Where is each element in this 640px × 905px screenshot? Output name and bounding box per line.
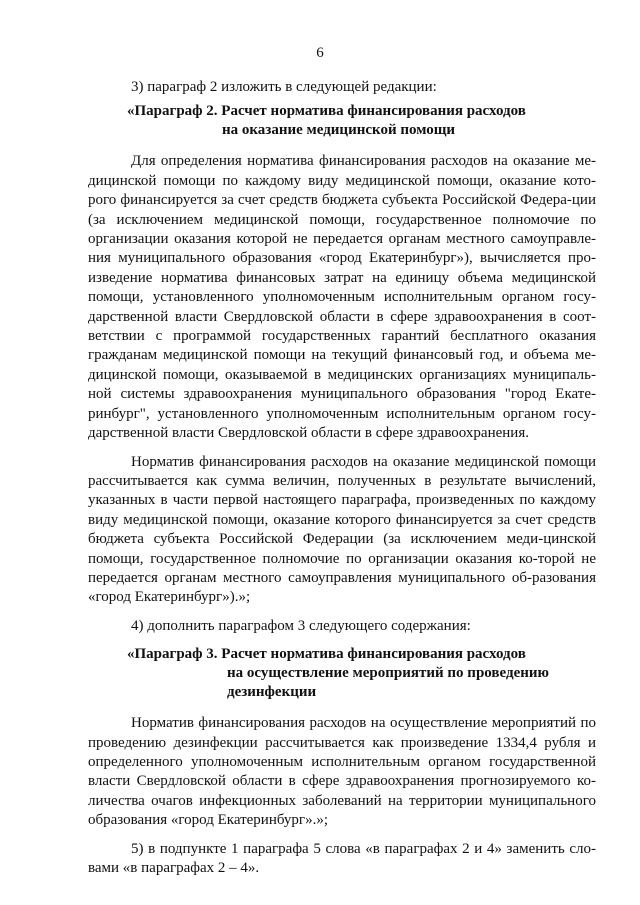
section-3-paragraph-1: Норматив финансирования расходов на осуществление мероприятий по проведению дезинфекции рассчитывается как произведение 1334,4 рубля и определенного уполномоченным исполнительным органом государственной власти Свердловской области в сфере здравоохранения прогнозируемого ко-личества очагов инфекционных заболеваний на территории муниципального образования «город Екатеринбург».»;	[88, 715, 596, 829]
document-body	[88, 78, 596, 878]
section-2-paragraph-1: Для определения норматива финансирования расходов на оказание ме-дицинской помощи по каждому виду медицинской помощи, оказание кото-рого финансируется за счет средств бюджета субъекта Российской Федера-ции (за исключением медицинской помощи, государственное полномочие по организации оказания которой не передается органам местного самоуправле-ния муниципального образования «город Екатеринбург»), вычисляется про-изведение норматива финансовых затрат на единицу объема медицинской помощи, установленного уполномоченным исполнительным органом госу-дарственной власти Свердловской области в сфере здравоохранения в соот-ветствии с программой государственных гарантий бесплатного оказания гражданам медицинской помощи на текущий финансовый год, и объема ме-дицинской помощи, оказываемой в медицинских организациях муниципаль-ной системы здравоохранения муниципального образования "город Екате-ринбург", установленного уполномоченным исполнительным органом госу-дарственной власти Свердловской области в сфере здравоохранения.	[88, 153, 596, 442]
section-3-heading-line-1: «Параграф 3. Расчет норматива финансирования расходов	[127, 646, 526, 663]
section-2-heading-line-2: на оказание медицинской помощи	[222, 122, 456, 139]
section-3-heading-line-2: на осуществление мероприятий по проведению	[227, 665, 549, 682]
section-2-heading-line-1: «Параграф 2. Расчет норматива финансирования расходов	[127, 103, 526, 120]
amendment-item-3: 3) параграф 2 изложить в следующей редакции:	[131, 79, 437, 95]
section-3-heading-line-3: дезинфекции	[227, 684, 317, 701]
amendment-item-5: 5) в подпункте 1 параграфа 5 слова «в параграфах 2 и 4» заменить сло-вами «в параграфах 2 – 4».	[88, 840, 596, 876]
page-number: 6	[316, 45, 324, 61]
section-2-paragraph-2: Норматив финансирования расходов на оказание медицинской помощи рассчитывается как сумма величин, полученных в результате вычислений, указанных в части первой настоящего параграфа, произведенных по каждому виду медицинской помощи, оказание которого финансируется за счет средств бюджета субъекта Российской Федерации (за исключением меди-цинской помощи, государственное полномочие по организации оказания ко-торой не передается органам местного самоуправления муниципального об-разования «город Екатеринбург»).»;	[88, 453, 596, 606]
section-3-heading	[127, 645, 596, 702]
amendment-item-4: 4) дополнить параграфом 3 следующего содержания:	[131, 617, 471, 634]
section-2-heading	[127, 102, 596, 140]
